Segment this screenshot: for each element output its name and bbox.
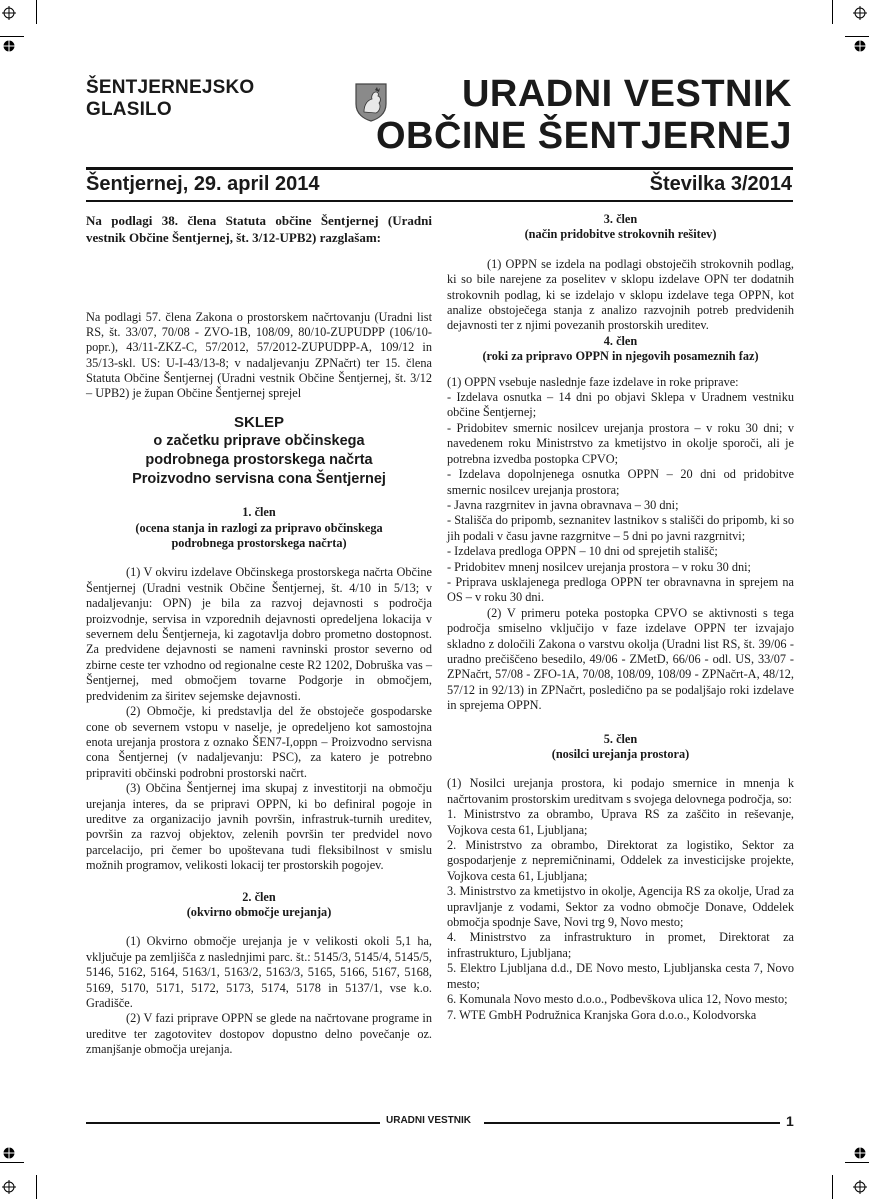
- gazette-title: [376, 73, 792, 157]
- list-item: 2. Ministrstvo za obrambo, Direktorat za logistiko, Sektor za gospodarjenje z nepremičninami, Oddelek za investicijske projekte, Vojkova cesta 61, Ljubljana;: [447, 838, 794, 883]
- registration-mark-icon: [2, 6, 16, 20]
- list-item: 3. Ministrstvo za kmetijstvo in okolje, Agencija RS za okolje, Urad za upravljanje z vodami, Sektor za vodno območje Donave, Oddelek območja spodnje Save, Novi trg 9, Novo mesto;: [447, 884, 794, 930]
- list-item: - Pridobitev mnenj nosilcev urejanja prostora – v roku 30 dni;: [447, 559, 751, 574]
- header-rule-thin: [86, 200, 793, 202]
- article-2-paragraph-1: (1) Okvirno območje urejanja je v velikosti okoli 5,1 ha, vključuje pa zemljišča z naslednjimi parc. št.: 5145/3, 5145/4, 5145/5, 5146, 5162, 5164, 5163/1, 5163/2, 5163/3, 5165, 5166, 5167, 5168, 5169, 5170, 5171, 5172, 5173, 5174, 5178 in 5137/1, vse k.o. Gradišče.: [86, 934, 432, 1010]
- article-4-paragraph-2: (2) V primeru poteka postopka CPVO se aktivnosti s tega področja smiselno vključijo v faze izdelave OPPN ter izvajajo skladno z določili Zakona o varstvu okolja (Uradni list RS, št. 39/06 - uradno prečiščeno besedilo, 49/06 - ZMetD, 66/06 - odl. US, 33/07 - ZPNačrt, 57/08 - ZFO-1A, 70/08, 108/09, 108/09 - ZPNačrt-A, 48/12, 57/12 in 92/13) in ZPNačrt, posledično pa se podaljšajo roki izdelave in sprejema OPPN.: [447, 605, 794, 713]
- list-item: 4. Ministrstvo za infrastrukturo in promet, Direktorat za infrastrukturo, Ljubljana;: [447, 930, 794, 960]
- list-item: - Stališča do pripomb, seznanitev lastnikov s stališči do pripomb, ki so jih podali v času javne razgrnitve – 5 dni po javni razgrnitvi;: [447, 513, 794, 543]
- crop-mark: [845, 36, 869, 37]
- crop-mark: [0, 36, 24, 37]
- article-4-paragraph-1: (1) OPPN vsebuje naslednje faze izdelave in roke priprave:: [447, 374, 739, 389]
- article-5-number: 5. člen: [603, 731, 638, 746]
- footer-gazette-name: URADNI VESTNIK: [386, 1115, 472, 1126]
- registration-mark-icon: [2, 39, 16, 53]
- crop-mark: [36, 0, 37, 24]
- list-item: 6. Komunala Novo mesto d.o.o., Podbevškova ulica 12, Novo mesto;: [447, 992, 788, 1007]
- article-4-list: [447, 390, 794, 606]
- gazette-name-line2: GLASILO: [86, 99, 172, 120]
- article-2-paragraph-2: (2) V fazi priprave OPPN se glede na načrtovane programe in ureditve ter zagotovitev dostopov dopustno delno povečanje oz. zmanjšanje območja urejanja.: [86, 1011, 432, 1057]
- header-rule: [86, 167, 793, 170]
- registration-mark-icon: [853, 39, 867, 53]
- gazette-name-line1: ŠENTJERNEJSKO: [86, 77, 255, 98]
- crop-mark: [832, 1175, 833, 1199]
- list-item: - Priprava usklajenega predloga OPPN ter obravnavna in sprejem na OS – v roku 30 dni.: [447, 574, 794, 605]
- article-3-number: 3. člen: [603, 212, 638, 226]
- article-2-title: (okvirno območje urejanja): [186, 904, 332, 919]
- article-5-title: (nosilci urejanja prostora): [551, 747, 690, 761]
- decision-subtitle-3: Proizvodno servisna cona Šentjernej: [132, 471, 386, 488]
- article-1-paragraph-3: (3) Občina Šentjernej ima skupaj z investitorji na območju urejanja interes, da se pripravi OPPN, ki bo definiral pogoje in ureditve za organizacijo javnih površin, infrastruk-turnih ureditev, površin za razvoj objektov, zelenih površin ter predvidel novo parcelacijo, pri čemer bo upoštevana tudi fleksibilnost v smislu možnih programov, velikosti lokacij ter prostorskih pogojev.: [86, 781, 432, 873]
- list-item: 5. Elektro Ljubljana d.d., DE Novo mesto, Ljubljanska cesta 7, Novo mesto;: [447, 961, 794, 991]
- right-column: [447, 212, 794, 1023]
- footer-rule-left: [86, 1122, 380, 1124]
- list-item: - Izdelava osnutka – 14 dni po objavi Sklepa v Uradnem vestniku občine Šentjernej;: [447, 390, 794, 420]
- list-item: - Izdelava dopolnjenega osnutka OPPN – 20 dni od pridobitve smernic nosilcev urejanja prostora;: [447, 467, 794, 497]
- list-item: 7. WTE GmbH Podružnica Kranjska Gora d.o.o., Kolodvorska: [447, 1007, 757, 1022]
- article-5-list: [447, 807, 794, 1023]
- article-1-paragraph-1: (1) V okviru izdelave Občinskega prostorskega načrta Občine Šentjernej (Uradni vestnik Občine Šentjernej, št. 4/10 in 5/13; v nadaljevanju: OPN) je bila za razvoj dejavnosti s področja proizvodnje, servisa in vzporednih dejavnosti opredeljena lokacija v severnem delu Šentjerneja, ki zagotavlja dobro prometno dostopnost. Za predvidene dejavnosti se nameni ravninski prostor severno od zbirne ceste ter vzhodno od regionalne ceste R2 1202, Dobruška vas – Šentjernej, med območjem tovarne Podgorje in območjem, predvidenim za širitev sejemske dejavnosti.: [86, 565, 432, 703]
- registration-mark-icon: [2, 1180, 16, 1194]
- registration-mark-icon: [2, 1146, 16, 1160]
- article-1-title: (ocena stanja in razlogi za pripravo občinskega podrobnega prostorskega načrta): [135, 520, 383, 551]
- legal-basis-paragraph: Na podlagi 57. člena Zakona o prostorskem načrtovanju (Uradni list RS, št. 33/07, 70/08 - ZVO-1B, 108/09, 80/10-ZUPUDPP (106/10-popr.), 43/11-ZKZ-C, 57/2012, 57/2012-ZUPUDPP-A, 109/12 in 35/13-skl. US: U-I-43/13-8; v nadaljevanju ZPNačrt) ter 15. člena Statuta Občine Šentjernej (Uradni vestnik Občine Šentjernej, št. 3/12 – UPB2) je župan Občine Šentjernej sprejel: [86, 310, 432, 401]
- crop-mark: [36, 1175, 37, 1199]
- article-4-number: 4. člen: [603, 333, 638, 348]
- issue-number: Številka 3/2014: [649, 173, 792, 195]
- page-number: 1: [786, 1113, 794, 1129]
- article-4-title: (roki za pripravo OPPN in njegovih posameznih faz): [482, 349, 759, 364]
- article-3-paragraph-1: (1) OPPN se izdela na podlagi obstoječih strokovnih podlag, ki so bile narejene za poselitev v sklopu izdelave OPN ter dodatnih strokovnih podlag, ki se izdelajo v sklopu izdelave tega OPPN, kot analize obstoječega stanja z analizo razvojnih potreb predvidenih dejavnosti ter z njimi povezanih prostorskih ureditev.: [447, 256, 794, 333]
- list-item: - Izdelava predloga OPPN – 10 dni od sprejetih stališč;: [447, 544, 718, 559]
- registration-mark-icon: [853, 6, 867, 20]
- list-item: 1. Ministrstvo za obrambo, Uprava RS za zaščito in reševanje, Vojkova cesta 61, Ljubljana;: [447, 807, 794, 837]
- article-5-paragraph-1: (1) Nosilci urejanja prostora, ki podajo smernice in mnenja k načrtovanim prostorskim ureditvam s svojega delovnega področja, so:: [447, 776, 794, 806]
- registration-mark-icon: [853, 1146, 867, 1160]
- issue-date: Šentjernej, 29. april 2014: [86, 173, 320, 195]
- decision-title: SKLEP: [233, 414, 284, 432]
- decision-subtitle-1: o začetku priprave občinskega: [153, 433, 365, 450]
- left-column: [86, 212, 432, 1058]
- crop-mark: [845, 1162, 869, 1163]
- gazette-name: [86, 77, 254, 121]
- gazette-title-line1: URADNI VESTNIK: [461, 73, 792, 115]
- registration-mark-icon: [853, 1180, 867, 1194]
- crop-mark: [0, 1162, 24, 1163]
- article-2-number: 2. člen: [242, 889, 276, 904]
- article-3-title: (način pridobitve strokovnih rešitev): [524, 227, 717, 242]
- article-1-paragraph-2: (2) Območje, ki predstavlja del že obstoječe gospodarske cone ob severnem vstopu v naselje, je opredeljeno kot samostojna enota urejanja prostora z oznako ŠEN7-I,oppn – Proizvodno servisna cona Šentjernej (v nadaljevanju: PSC), za katero je potrebno pripraviti občinski podrobni prostorski načrt.: [86, 704, 432, 780]
- footer-rule-right: [484, 1122, 780, 1124]
- crop-mark: [832, 0, 833, 24]
- gazette-title-line2: OBČINE ŠENTJERNEJ: [375, 115, 792, 157]
- article-1-number: 1. člen: [242, 505, 276, 520]
- decision-subtitle-2: podrobnega prostorskega načrta: [145, 452, 373, 469]
- list-item: - Pridobitev smernic nosilcev urejanja prostora – v roku 30 dni; v navedenem roku Ministrstvo za kmetijstvo in okolje sporoči, ali je potrebna izvedba postopka CPVO;: [447, 420, 794, 466]
- list-item: - Javna razgrnitev in javna obravnava – 30 dni;: [447, 497, 679, 512]
- intro-paragraph: Na podlagi 38. člena Statuta občine Šentjernej (Uradni vestnik Občine Šentjernej, št. 3/12-UPB2) razglašam:: [86, 213, 432, 245]
